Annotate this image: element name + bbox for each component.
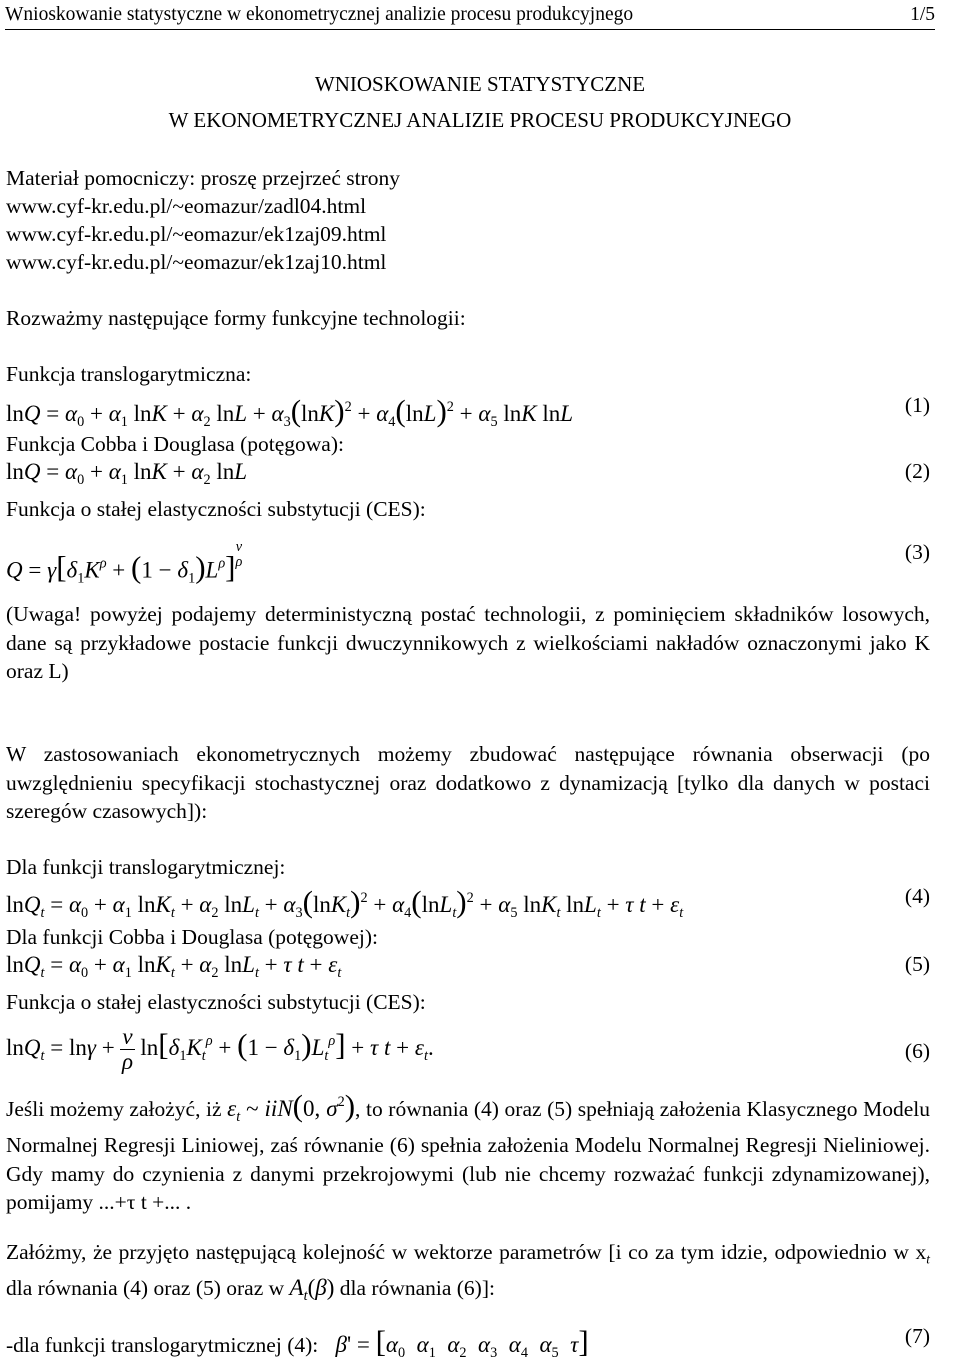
note-paragraph: (Uwaga! powyżej podajemy deterministyczną postać technologii, z pominięciem składników losowych, dane są przykładowe postacie funkcji dwuczynnikowych z wielkościami nakładów oznaczonymi jako K oraz L) <box>6 602 930 683</box>
equation-1: $\ln Q = \alpha_0 + \alpha_1$ $\ln K + \alpha_2$ $\ln L + \alpha_3(\ln K)^2 + \alpha_4(\ln L)^2 + \alpha_5$ lnK lnL (1) <box>6 393 930 430</box>
doc-title-line1: WNIOSKOWANIE STATYSTYCZNE <box>314 72 646 96</box>
equation-number-3: (3) <box>904 540 930 564</box>
cobb-obs-heading: Dla funkcji Cobba i Douglasa (potęgowej): <box>6 925 378 949</box>
equation-number-5: (5) <box>904 952 930 976</box>
equation-3: $Q = \gamma[\delta_1K^\rho + (1 - \delta_1)L^\rho]$ $^{\nu \rho}$ (3) <box>6 539 930 587</box>
translog-heading: Funkcja translogarytmiczna: <box>6 362 252 386</box>
equation-7: -dla funkcji translogarytmicznej (4): $\beta' = [\alpha_0$ $\alpha_1$ $\alpha_2$ $\alpha_3$ $\alpha_4$ $\alpha_5$ τ] (7) <box>6 1324 930 1361</box>
page-header <box>5 4 935 30</box>
equation-number-1: (1) <box>904 393 930 417</box>
assumption-text-b: , to równania (4) oraz (5) spełniają założenia Klasycznego Modelu Normalnej Regresji Liniowej, zaś równanie (6) spełnia założenia Modelu Normalnej Regresji Nieliniowej. Gdy mamy do czynienia z danymi przekrojowymi (lub nie chcemy rozważać funkcji zdynamizowanej), pomijamy ...+τ t +... . <box>6 1096 931 1215</box>
ces-obs-heading: Funkcja o stałej elastyczności substytucji (CES): <box>6 990 426 1014</box>
assumption-paragraph: Jeśli możemy założyć, iż $\varepsilon_t$ ~ iiN(0, $\sigma^2$), to równania (4) oraz (5) spełniają założenia Klasycznego Modelu Normalnej Regresji Liniowej, zaś równanie (6) spełnia założenia Modelu Normalnej Regresji Nieliniowej. Gdy mamy do czynienia z danymi przekrojowymi (lub nie chcemy rozważać funkcji zdynamizowanej), pomijamy ...+τ t +... . <box>6 1087 931 1215</box>
equation-number-6: (6) <box>904 1039 930 1063</box>
equation-6: lnQ$_t$ = lnγ + $\frac{\nu}{\rho}$ $\ln[\delta_1K_t^\rho + (1 - \delta_1)L_t^\rho] + \tau$ $t + \varepsilon_t$. (6) <box>6 1024 930 1075</box>
equation-number-4: (4) <box>904 884 930 908</box>
material-link-3[interactable]: www.cyf-kr.edu.pl/~eomazur/ek1zaj10.html <box>6 250 387 274</box>
material-intro: Materiał pomocniczy: proszę przejrzeć strony <box>6 166 400 190</box>
header-title: Wnioskowanie statystyczne w ekonometrycznej analizie procesu produkcyjnego <box>5 4 634 25</box>
order-text-a: Załóżmy, że przyjęto następującą kolejność w wektorze parametrów [i co za tym idzie, odpowiednio w x <box>6 1240 927 1264</box>
order-text-c: dla równania (6)]: <box>339 1276 495 1301</box>
page-number: 1/5 <box>910 4 935 25</box>
equation-4: $\ln Q_t = \alpha_0 + \alpha_1$ $\ln K_t + \alpha_2$ $\ln L_t + \alpha_3(\ln K_t)^2 + \alpha_4(\ln L_t)^2 + \alpha_5$ lnK$_t$ lnL$_t$ + τ $t + \varepsilon_t$ (4) <box>6 884 930 921</box>
material-link-1[interactable]: www.cyf-kr.edu.pl/~eomazur/zadl04.html <box>6 194 367 218</box>
cobb-heading: Funkcja Cobba i Douglasa (potęgowa): <box>6 432 344 456</box>
assumption-text-a: Jeśli możemy założyć, iż <box>6 1096 222 1121</box>
order-paragraph: Załóżmy, że przyjęto następującą kolejność w wektorze parametrów [i co za tym idzie, odpowiednio w $x_t$ dla równania (4) oraz (5) oraz w $A_t(\beta)$ dla równania (6)]: <box>6 1240 930 1305</box>
doc-title-line2: W EKONOMETRYCZNEJ ANALIZIE PROCESU PRODUKCYJNEGO <box>168 108 792 132</box>
equation-number-7: (7) <box>904 1324 930 1348</box>
equation-2: $\ln Q = \alpha_0 + \alpha_1$ $\ln K + \alpha_2$ lnL (2) <box>6 459 930 488</box>
material-link-2[interactable]: www.cyf-kr.edu.pl/~eomazur/ek1zaj09.html <box>6 222 387 246</box>
consider-text: Rozważmy następujące formy funkcyjne technologii: <box>6 306 466 330</box>
ces-heading: Funkcja o stałej elastyczności substytucji (CES): <box>6 497 426 521</box>
equation-5: $\ln Q_t = \alpha_0 + \alpha_1$ $\ln K_t + \alpha_2$ lnL$_t$ + τ $t + \varepsilon_t$ (5) <box>6 952 930 981</box>
last-text: -dla funkcji translogarytmicznej (4): <box>6 1333 319 1357</box>
translog-obs-heading: Dla funkcji translogarytmicznej: <box>6 855 286 879</box>
order-text-b: dla równania (4) oraz (5) oraz w <box>6 1276 285 1301</box>
applications-paragraph: W zastosowaniach ekonometrycznych możemy zbudować następujące równania obserwacji (po uwzględnieniu specyfikacji stochastycznej oraz dodatkowo z dynamizacją [tylko dla danych w postaci szeregów czasowych]): <box>6 742 930 823</box>
equation-number-2: (2) <box>904 459 930 483</box>
